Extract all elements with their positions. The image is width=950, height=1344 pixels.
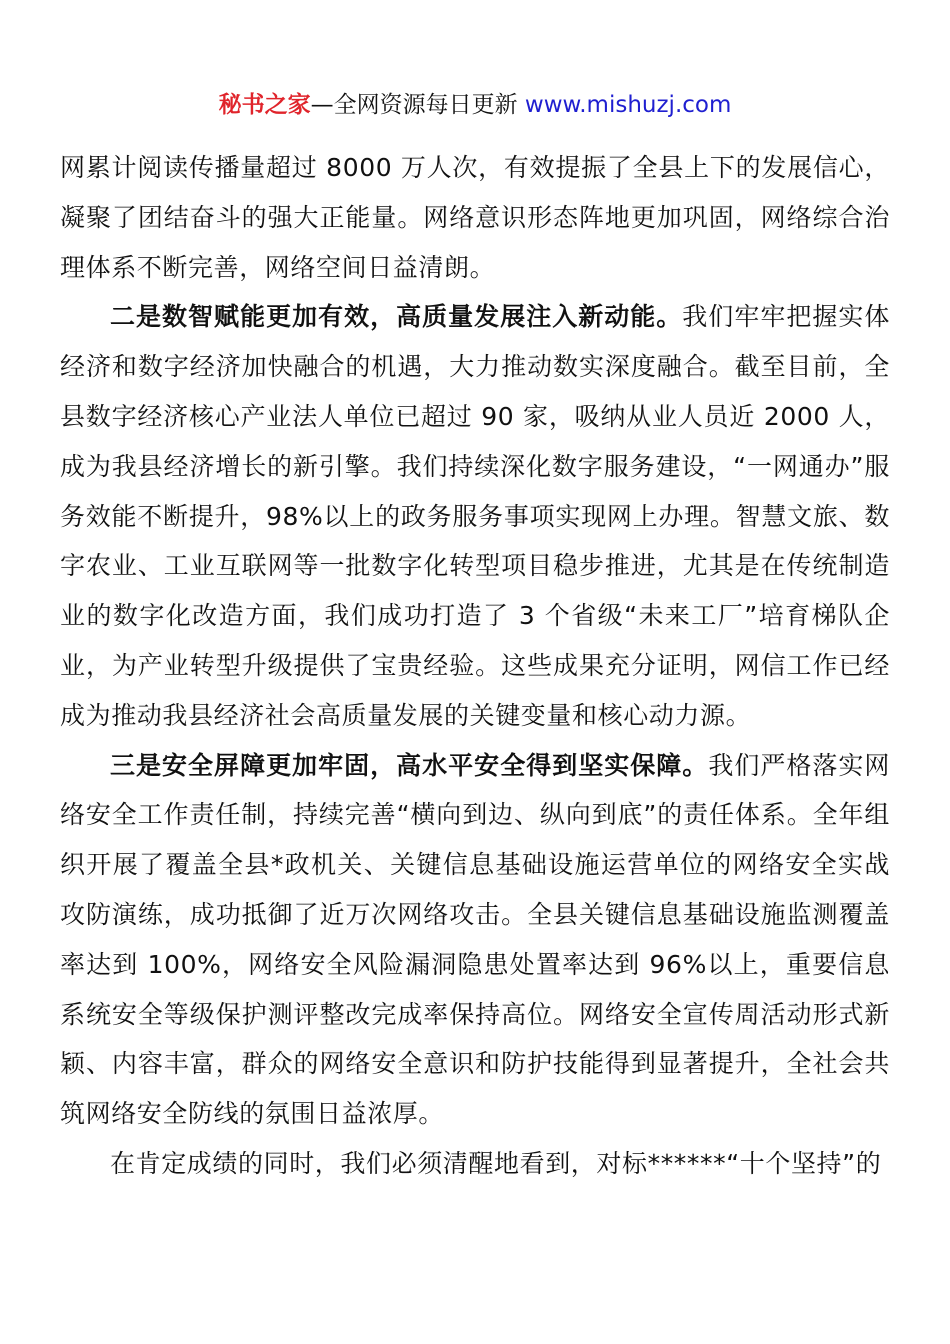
paragraph-text: 我们严格落实网络安全工作责任制，持续完善“横向到边、纵向到底”的责任体系。全年组织开展了覆盖全县*政机关、关键信息基础设施运营单位的网络安全实战攻防演练，成功抵御了近万次网络攻击。全县关键信息基础设施监测覆盖率达到 100%，网络安全风险漏洞隐患处置率达到 96%以上，重要信息系统安全等级保护测评整改完成率保持高位。网络安全宣传周活动形式新颖、内容丰富，群众的网络安全意识和防护技能得到显著提升，全社会共筑网络安全防线的氛围日益浓厚。 — [60, 750, 890, 1129]
header-brand: 秘书之家 — [218, 92, 311, 118]
document-body — [60, 143, 890, 1189]
header-dash: — — [310, 92, 334, 118]
paragraph-point-three — [60, 741, 890, 1139]
paragraph-lead: 三是安全屏障更加牢固，高水平安全得到坚实保障。 — [110, 750, 709, 780]
paragraph-text: 我们牢牢把握实体经济和数字经济加快融合的机遇，大力推动数实深度融合。截至目前，全县数字经济核心产业法人单位已超过 90 家，吸纳从业人员近 2000 人，成为我县经济增长的新引擎。我们持续深化数字服务建设，“一网通办”服务效能不断提升，98%以上的政务服务事项实现网上办理。智慧文旅、数字农业、工业互联网等一批数字化转型项目稳步推进，尤其是在传统制造业的数字化改造方面，我们成功打造了 3 个省级“未来工厂”培育梯队企业，为产业转型升级提供了宝贵经验。这些成果充分证明，网信工作已经成为推动我县经济社会高质量发展的关键变量和核心动力源。 — [60, 302, 890, 730]
paragraph-point-two — [60, 292, 890, 740]
paragraph-text: 在肯定成绩的同时，我们必须清醒地看到，对标******“十个坚持”的 — [110, 1148, 882, 1178]
page-header — [0, 88, 950, 122]
header-site-link[interactable]: www.mishuzj.com — [524, 92, 732, 118]
header-slogan: 全网资源每日更新 — [333, 92, 525, 118]
paragraph-lead: 二是数智赋能更加有效，高质量发展注入新动能。 — [110, 302, 683, 332]
paragraph-continuation — [60, 143, 890, 292]
paragraph-closing — [60, 1139, 890, 1189]
paragraph-text: 网累计阅读传播量超过 8000 万人次，有效提振了全县上下的发展信心，凝聚了团结奋斗的强大正能量。网络意识形态阵地更加巩固，网络综合治理体系不断完善，网络空间日益清朗。 — [60, 153, 890, 282]
